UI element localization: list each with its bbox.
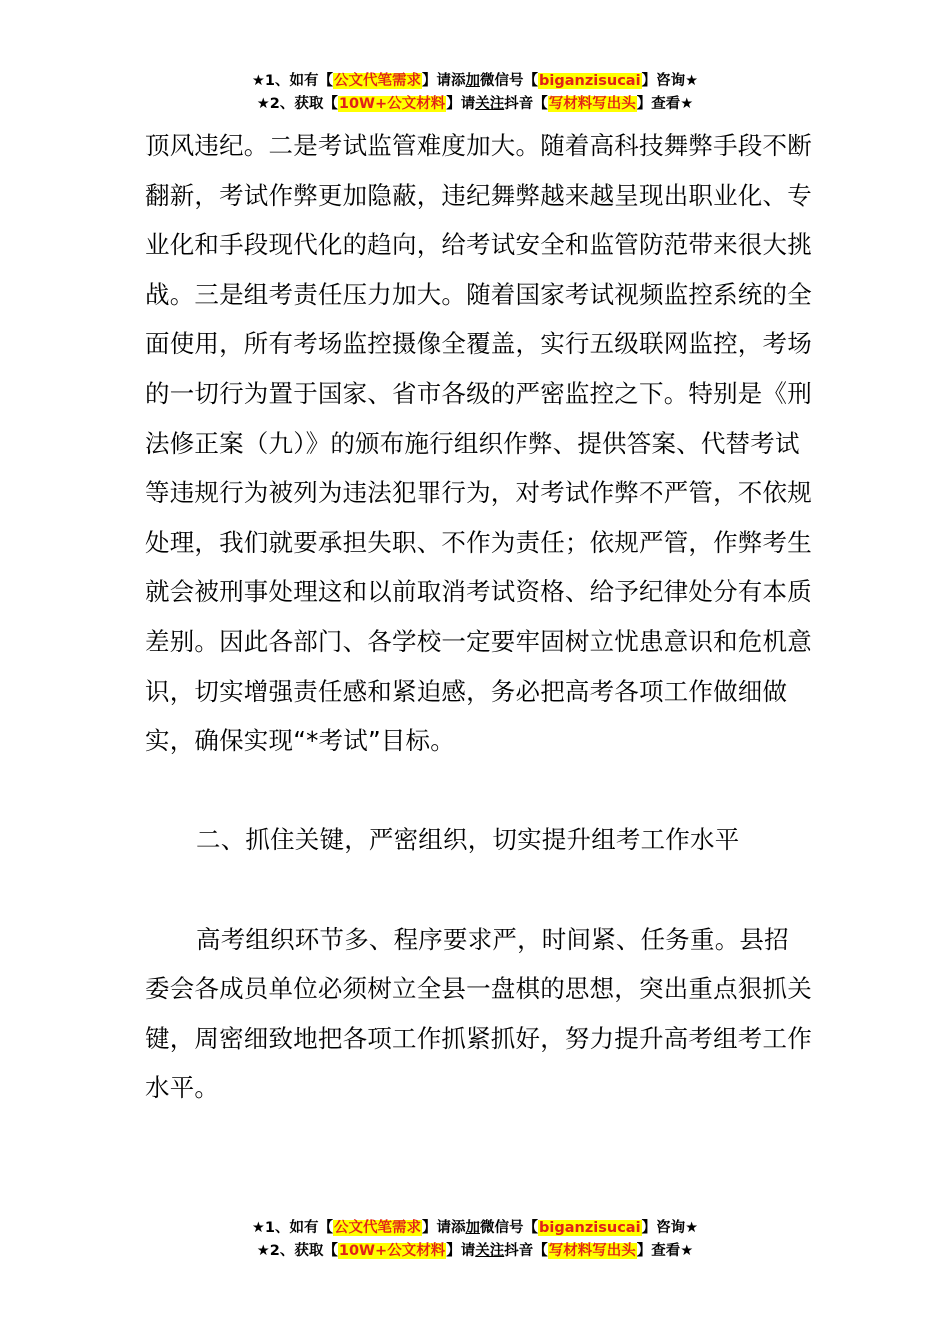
banner-line-2 xyxy=(0,1240,950,1263)
star-icon: ★ xyxy=(256,1243,270,1259)
highlight-materials: 10W+公文材料 xyxy=(338,1243,446,1259)
banner-text: 】查看 xyxy=(636,1243,681,1259)
banner-text: 加 xyxy=(465,73,481,89)
section-heading: 二、抓住关键，严密组织，切实提升组考工作水平 xyxy=(196,825,740,855)
banner-line-1 xyxy=(0,1217,950,1240)
header-banner xyxy=(0,70,950,116)
banner-text: 抖音【 xyxy=(504,96,548,112)
star-icon: ★ xyxy=(251,73,265,89)
banner-text: 1、如有【 xyxy=(264,1220,334,1236)
banner-text: 2、获取【 xyxy=(269,96,338,112)
star-icon: ★ xyxy=(680,1243,694,1259)
highlight-wechat-id: biganzisucai xyxy=(539,1220,641,1236)
highlight-douyin: 写材料写出头 xyxy=(548,1243,636,1259)
blank-line xyxy=(145,865,813,915)
banner-text: 微信号【 xyxy=(480,1220,539,1236)
highlight-douyin: 写材料写出头 xyxy=(548,96,636,112)
paragraph-1: 顶风违纪。二是考试监管难度加大。随着高科技舞弊手段不断翻新，考试作弊更加隐蔽，违纪舞弊越来越呈现出职业化、专业化和手段现代化的趋向，给考试安全和监管防范带来很大挑战。三是组考责任压力加大。随着国家考试视频监控系统的全面使用，所有考场监控摄像全覆盖，实行五级联网监控，考场的一切行为置于国家、省市各级的严密监控之下。特别是《刑法修正案（九）》的颁布施行组织作弊、提供答案、代替考试等违规行为被列为违法犯罪行为，对考试作弊不严管，不依规处理，我们就要承担失职、不作为责任；依规严管，作弊考生就会被刑事处理这和以前取消考试资格、给予纪律处分有本质差别。因此各部门、各学校一定要牢固树立忧患意识和危机意识，切实增强责任感和紧迫感，务必把高考各项工作做细做实，确保实现“*考试”目标。 xyxy=(145,131,812,756)
star-icon: ★ xyxy=(685,1220,699,1236)
banner-text: 】咨询 xyxy=(641,73,686,89)
star-icon: ★ xyxy=(251,1220,265,1236)
blank-line xyxy=(145,766,813,816)
star-icon: ★ xyxy=(256,96,270,112)
footer-banner xyxy=(0,1217,950,1263)
banner-text: 】查看 xyxy=(636,96,681,112)
banner-text: 微信号【 xyxy=(480,73,539,89)
highlight-wechat-id: biganzisucai xyxy=(539,73,641,89)
star-icon: ★ xyxy=(680,96,694,112)
banner-text: 】请 xyxy=(446,96,476,112)
banner-text: 】请 xyxy=(446,1243,476,1259)
document-body xyxy=(145,121,813,1113)
banner-text: 2、获取【 xyxy=(269,1243,338,1259)
highlight-materials: 10W+公文材料 xyxy=(338,96,446,112)
banner-text: 】咨询 xyxy=(641,1220,686,1236)
banner-text: 1、如有【 xyxy=(264,73,334,89)
banner-text: 关注 xyxy=(475,1243,505,1259)
banner-text: 】请添 xyxy=(422,1220,466,1236)
highlight-service: 公文代笔需求 xyxy=(334,73,422,89)
paragraph-2: 高考组织环节多、程序要求严，时间紧、任务重。县招委会各成员单位必须树立全县一盘棋的思想，突出重点狠抓关键，周密细致地把各项工作抓紧抓好，努力提升高考组考工作水平。 xyxy=(145,924,812,1103)
banner-text: 抖音【 xyxy=(504,1243,548,1259)
banner-text: 加 xyxy=(465,1220,481,1236)
banner-text: 】请添 xyxy=(422,73,466,89)
highlight-service: 公文代笔需求 xyxy=(334,1220,422,1236)
banner-line-2 xyxy=(0,93,950,116)
banner-text: 关注 xyxy=(475,96,505,112)
star-icon: ★ xyxy=(685,73,699,89)
banner-line-1 xyxy=(0,70,950,93)
